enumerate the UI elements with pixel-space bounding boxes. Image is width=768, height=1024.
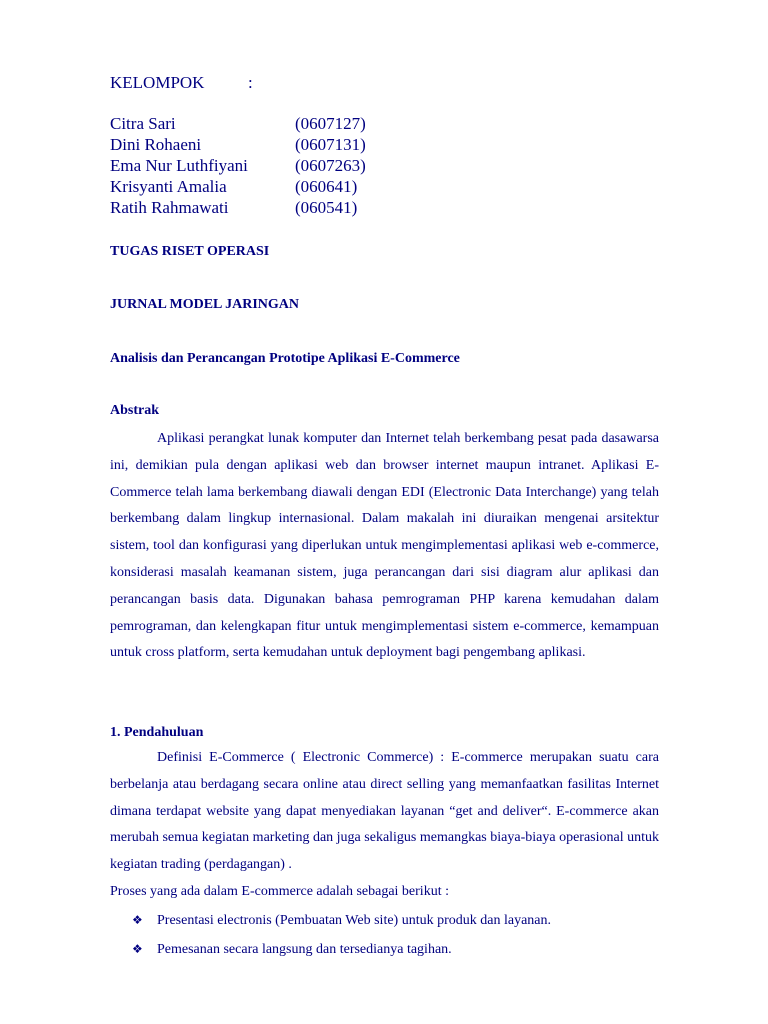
course-heading: TUGAS RISET OPERASI (110, 244, 270, 259)
member-id: (060541) (295, 198, 358, 217)
member-id: (0607127) (295, 114, 366, 133)
journal-heading: JURNAL MODEL JARINGAN (110, 297, 300, 312)
member-name: Ratih Rahmawati (110, 198, 229, 217)
member-name: Ema Nur Luthfiyani (110, 156, 248, 175)
member-name: Krisyanti Amalia (110, 177, 227, 196)
introduction-paragraph: Definisi E-Commerce ( Electronic Commerce) : E-commerce merupakan suatu cara berbelanja atau berdagang secara online atau direct selling yang memanfaatkan fasilitas Internet dimana terdapat website yang dapat menyediakan layanan “get and deliver“. E-commerce akan merubah semua kegiatan marketing dan juga sekaligus memangkas biaya-biaya operasional untuk kegiatan trading (perdagangan) . (110, 750, 659, 873)
process-intro: Proses yang ada dalam E-commerce adalah sebagai berikut : (110, 884, 449, 899)
abstract-heading: Abstrak (110, 403, 160, 418)
member-id: (0607263) (295, 156, 366, 175)
member-id: (0607131) (295, 135, 366, 154)
diamond-bullet-icon: ❖ (132, 942, 143, 956)
paper-title: Analisis dan Perancangan Prototipe Aplikasi E-Commerce (110, 351, 460, 366)
diamond-bullet-icon: ❖ (132, 913, 143, 927)
list-item (132, 942, 452, 958)
list-item (132, 913, 551, 929)
group-label: KELOMPOK (110, 73, 205, 92)
introduction-heading: 1. Pendahuluan (110, 725, 204, 740)
member-id: (060641) (295, 177, 358, 196)
member-name: Dini Rohaeni (110, 135, 202, 154)
list-item-text: Pemesanan secara langsung dan tersedianya tagihan. (157, 942, 452, 957)
member-name: Citra Sari (110, 114, 176, 133)
group-label-colon: : (248, 73, 253, 92)
abstract-paragraph: Aplikasi perangkat lunak komputer dan Internet telah berkembang pesat pada dasawarsa ini, demikian pula dengan aplikasi web dan browser internet maupun intranet. Aplikasi E-Commerce telah lama berkembang diawali dengan EDI (Electronic Data Interchange) yang telah berkembang dalam lingkup internasional. Dalam makalah ini diuraikan mengenai arsitektur sistem, tool dan konfigurasi yang diperlukan untuk mengimplementasi aplikasi web e-commerce, konsiderasi masalah keamanan sistem, juga perancangan dari sisi diagram alur aplikasi dan perancangan basis data. Digunakan bahasa pemrograman PHP karena kemudahan dalam pemrograman, dan kelengkapan fitur untuk mengimplementasi sistem e-commerce, kemampuan untuk cross platform, serta kemudahan untuk deployment bagi pengembang aplikasi. (110, 431, 659, 661)
list-item-text: Presentasi electronis (Pembuatan Web site) untuk produk dan layanan. (157, 913, 552, 928)
